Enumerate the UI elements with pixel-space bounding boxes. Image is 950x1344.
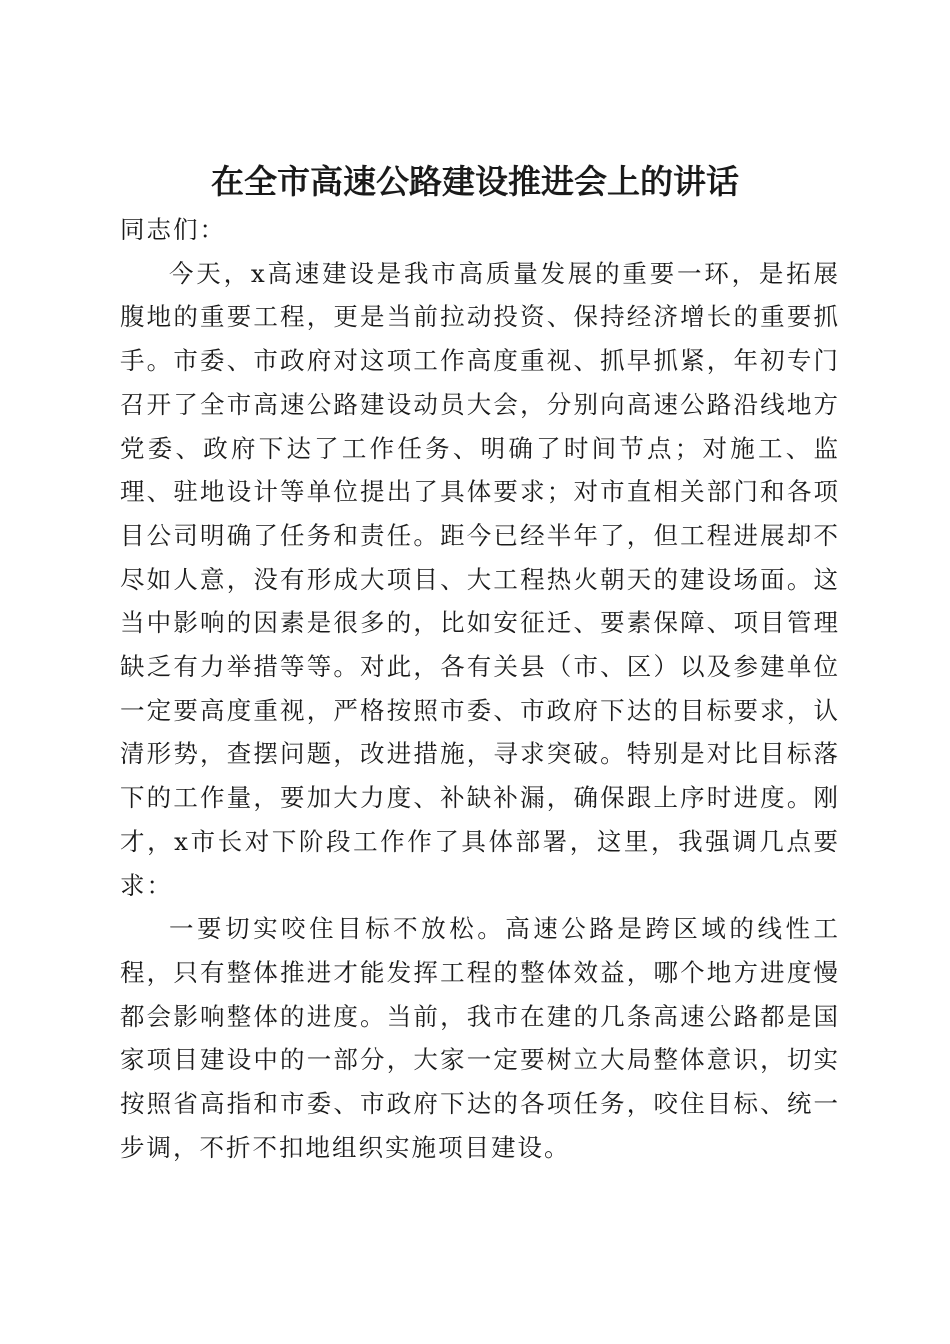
paragraph-requirement-one: 一要切实咬住目标不放松。高速公路是跨区域的线性工程，只有整体推进才能发挥工程的整体效益，哪个地方进度慢都会影响整体的进度。当前，我市在建的几条高速公路都是国家项目建设中的一部分，大家一定要树立大局整体意识，切实按照省高指和市委、市政府下达的各项任务，咬住目标、统一步调，不折不扣地组织实施项目建设。 <box>120 914 840 1162</box>
salutation: 同志们： <box>120 215 226 244</box>
document-body <box>120 208 840 1169</box>
paragraph-opening: 今天，x高速建设是我市高质量发展的重要一环，是拓展腹地的重要工程，更是当前拉动投资、保持经济增长的重要抓手。市委、市政府对这项工作高度重视、抓早抓紧，年初专门召开了全市高速公路建设动员大会，分别向高速公路沿线地方党委、政府下达了工作任务、明确了时间节点；对施工、监理、驻地设计等单位提出了具体要求；对市直相关部门和各项目公司明确了任务和责任。距今已经半年了，但工程进展却不尽如人意，没有形成大项目、大工程热火朝天的建设场面。这当中影响的因素是很多的，比如安征迁、要素保障、项目管理缺乏有力举措等等。对此，各有关县（市、区）以及参建单位一定要高度重视，严格按照市委、市政府下达的目标要求，认清形势，查摆问题，改进措施，寻求突破。特别是对比目标落下的工作量，要加大力度、补缺补漏，确保跟上序时进度。刚才，x市长对下阶段工作作了具体部署，这里，我强调几点要求： <box>120 258 840 900</box>
document-title: 在全市高速公路建设推进会上的讲话 <box>211 162 739 202</box>
